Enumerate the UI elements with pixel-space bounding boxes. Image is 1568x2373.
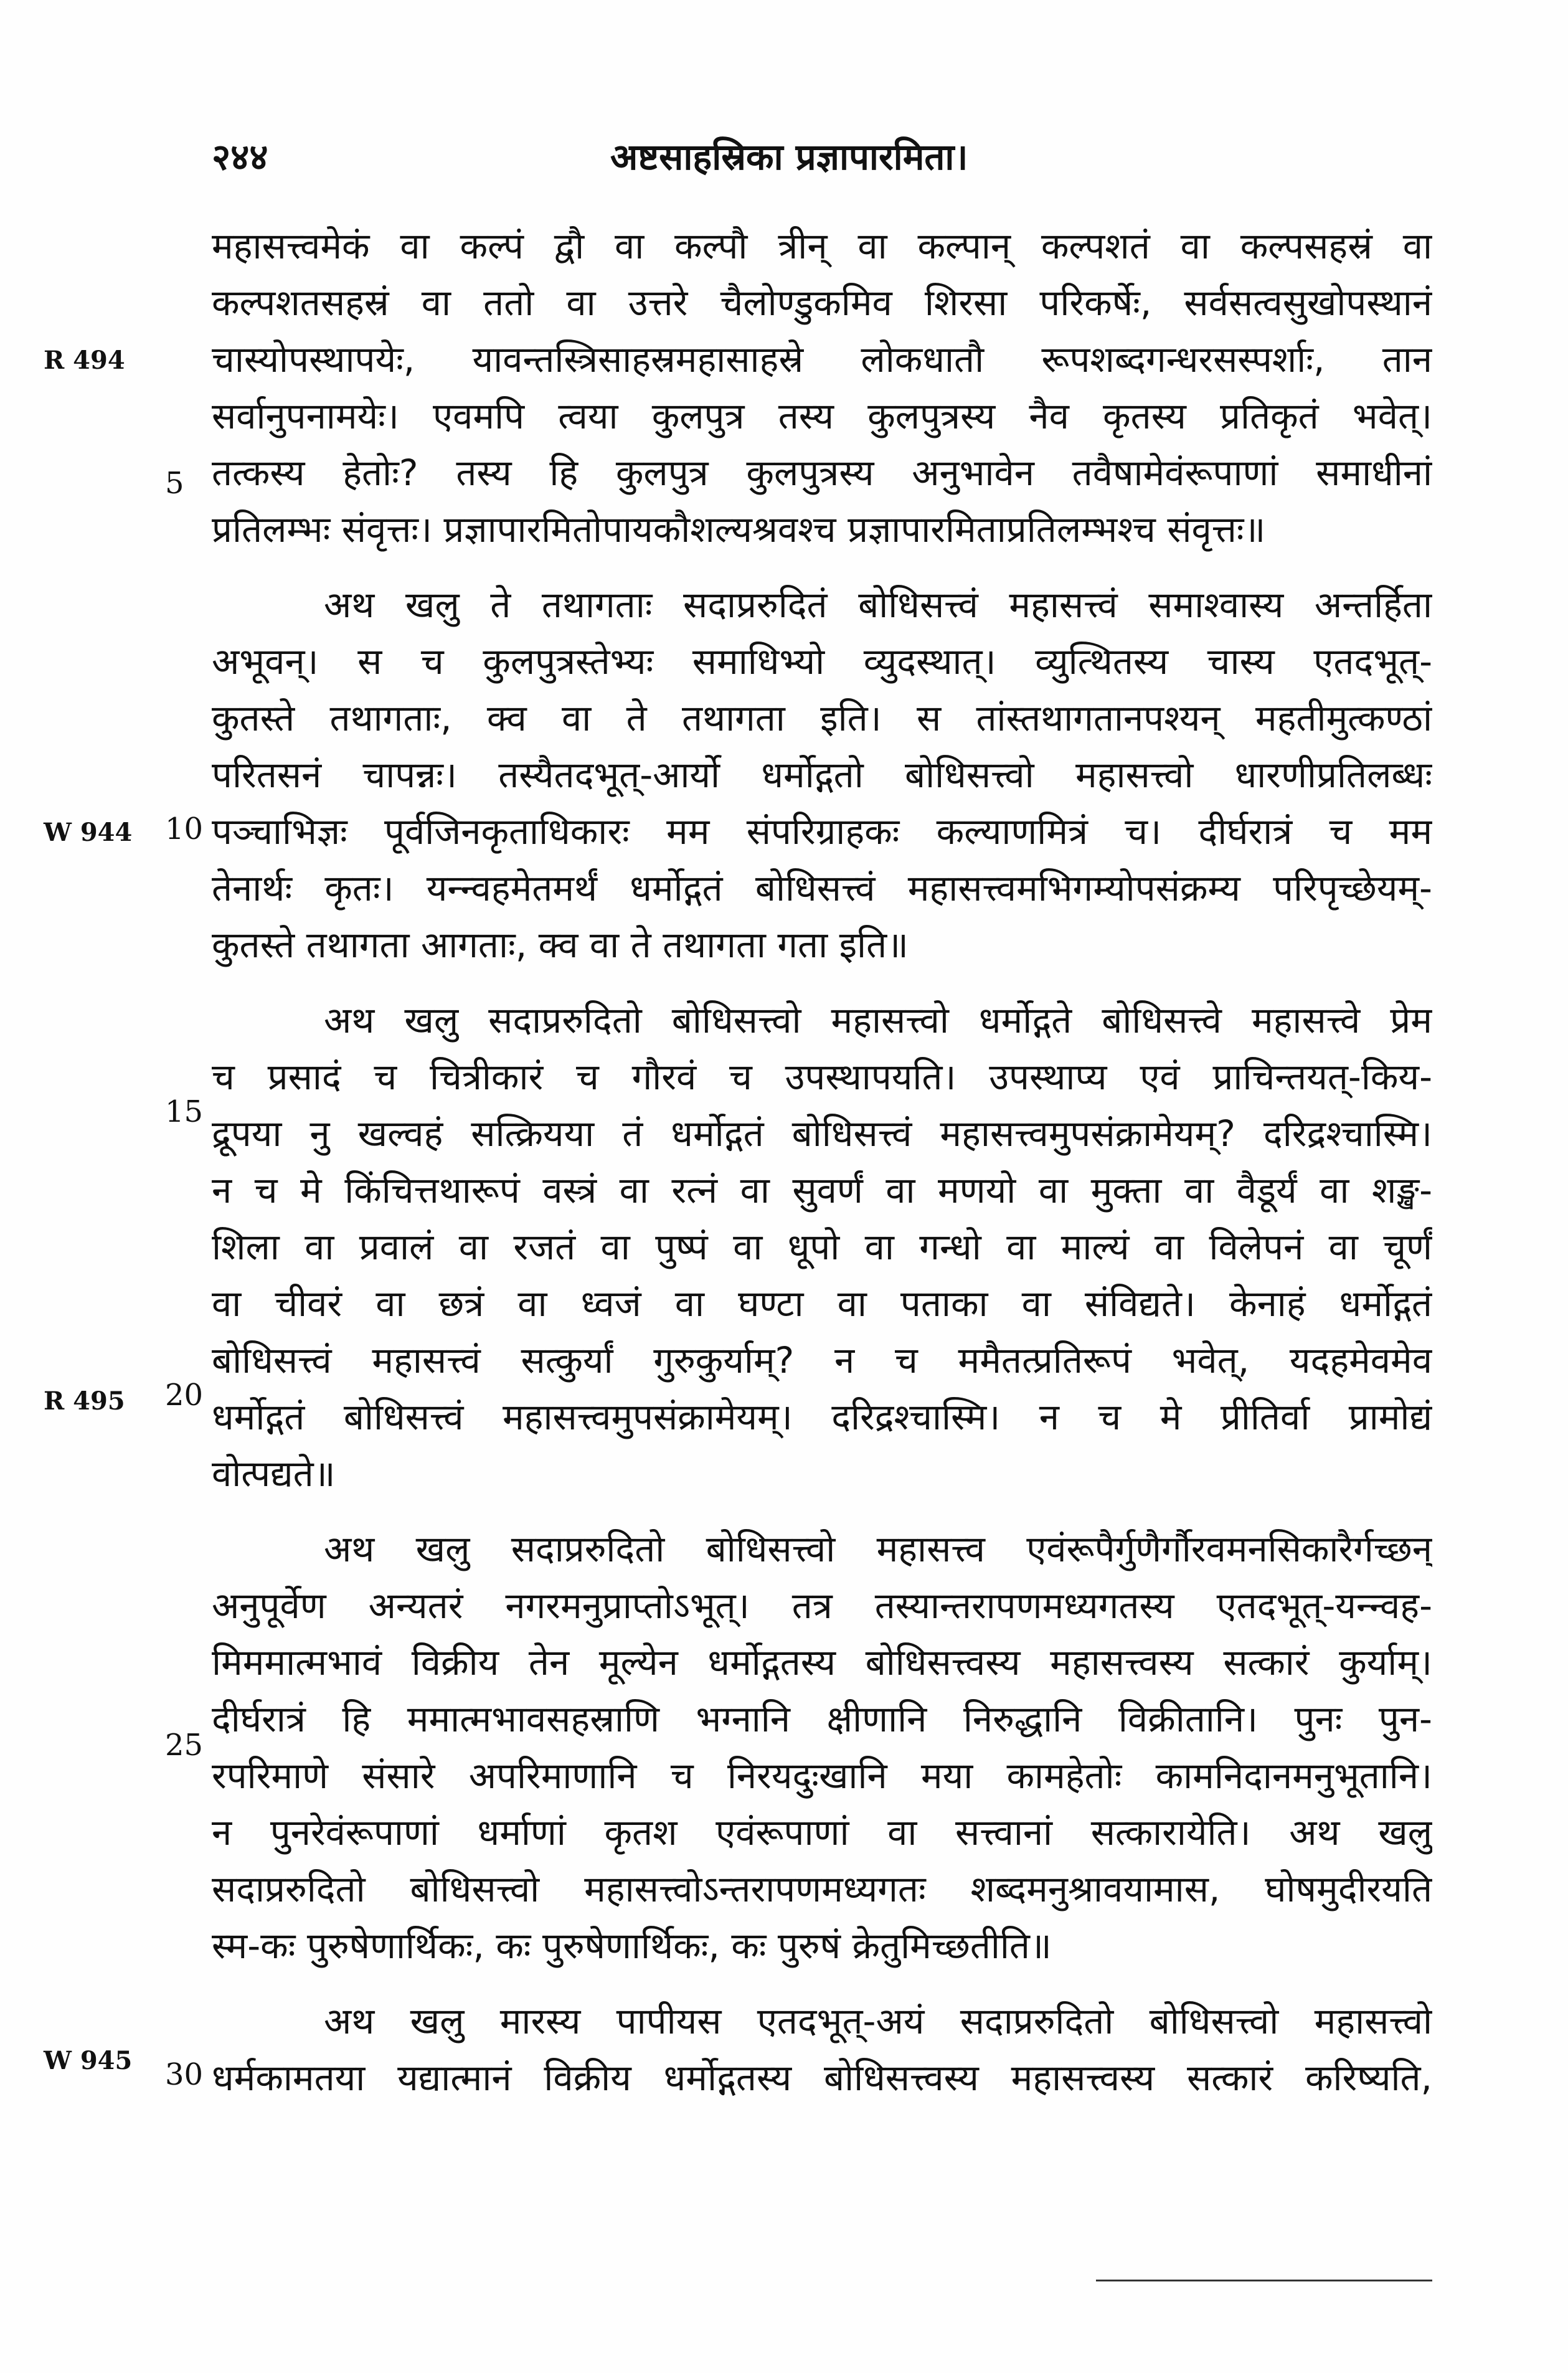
text-line: मिममात्मभावं विक्रीय तेन मूल्येन धर्मोद्गतस्य बोधिसत्त्वस्य महासत्त्वस्य सत्कारं कुर्याम्। bbox=[212, 1641, 1432, 1684]
text-line: चास्योपस्थापयेः, यावन्तस्त्रिसाहस्रमहासाहस्रे लोकधातौ रूपशब्दगन्धरसस्पर्शाः, तान bbox=[212, 338, 1432, 381]
margin-ref-w944: W 944 bbox=[44, 818, 133, 847]
line-number-25: 25 bbox=[165, 1728, 204, 1763]
line-number-20: 20 bbox=[165, 1378, 204, 1413]
text-line: तत्कस्य हेतोः? तस्य हि कुलपुत्र कुलपुत्रस्य अनुभावेन तवैषामेवंरूपाणां समाधीनां bbox=[212, 452, 1432, 494]
running-title: अष्टसाहस्रिका प्रज्ञापारमिता। bbox=[610, 136, 968, 178]
text-line: रपरिमाणे संसारे अपरिमाणानि च निरयदुःखानि मया कामहेतोः कामनिदानमनुभूतानि। bbox=[212, 1755, 1432, 1797]
text-line: महासत्त्वमेकं वा कल्पं द्वौ वा कल्पौ त्रीन् वा कल्पान् कल्पशतं वा कल्पसहस्रं वा bbox=[212, 225, 1432, 267]
text-line: अथ खलु सदाप्ररुदितो बोधिसत्त्वो महासत्त्व एवंरूपैर्गुणैर्गौरवमनसिकारैर्गच्छन् bbox=[324, 1528, 1432, 1570]
text-line: न च मे किंचित्तथारूपं वस्त्रं वा रत्नं वा सुवर्णं वा मणयो वा मुक्ता वा वैडूर्यं वा शङ्ख- bbox=[212, 1169, 1432, 1211]
text-line: सदाप्ररुदितो बोधिसत्त्वो महासत्त्वोऽन्तरापणमध्यगतः शब्दमनुश्रावयामास, घोषमुदीरयति bbox=[212, 1868, 1432, 1910]
text-line: वा चीवरं वा छत्रं वा ध्वजं वा घण्टा वा पताका वा संविद्यते। केनाहं धर्मोद्गतं bbox=[212, 1282, 1432, 1325]
line-number-15: 15 bbox=[165, 1094, 204, 1129]
margin-ref-r494: R 494 bbox=[44, 346, 125, 375]
text-line: अभूवन्। स च कुलपुत्रस्तेभ्यः समाधिभ्यो व्युदस्थात्। व्युत्थितस्य चास्य एतदभूत्- bbox=[212, 640, 1432, 683]
text-line: सर्वानुपनामयेः। एवमपि त्वया कुलपुत्र तस्य कुलपुत्रस्य नैव कृतस्य प्रतिकृतं भवेत्। bbox=[212, 395, 1432, 437]
text-line: कल्पशतसहस्रं वा ततो वा उत्तरे चैलोण्डुकमिव शिरसा परिकर्षेः, सर्वसत्वसुखोपस्थानं bbox=[212, 282, 1432, 324]
text-line: स्म-कः पुरुषेणार्थिकः, कः पुरुषेणार्थिकः, कः पुरुषं क्रेतुमिच्छतीति॥ bbox=[212, 1925, 1052, 1967]
paragraph bbox=[212, 1521, 1432, 1974]
text-line: बोधिसत्त्वं महासत्त्वं सत्कुर्यां गुरुकुर्याम्? न च ममैतत्प्रतिरूपं भवेत्, यदहमेवमेव bbox=[212, 1339, 1432, 1381]
margin-ref-w945: W 945 bbox=[44, 2046, 133, 2075]
text-line: तेनार्थः कृतः। यन्न्वहमेतमर्थं धर्मोद्गतं बोधिसत्त्वं महासत्त्वमभिगम्योपसंक्रम्य परिपृच्छेयम्- bbox=[212, 867, 1432, 909]
text-line: च प्रसादं च चित्रीकारं च गौरवं च उपस्थापयति। उपस्थाप्य एवं प्राचिन्तयत्-किय- bbox=[212, 1056, 1432, 1098]
text-line: न पुनरेवंरूपाणां धर्माणां कृतश एवंरूपाणां वा सत्त्वानां सत्कारायेति। अथ खलु bbox=[212, 1811, 1432, 1854]
footer-rule bbox=[1096, 2280, 1432, 2281]
line-number-5: 5 bbox=[165, 466, 184, 501]
paragraph bbox=[212, 1993, 1432, 2106]
text-line: कुतस्ते तथागताः, क्व वा ते तथागता इति। स तांस्तथागतानपश्यन् महतीमुत्कण्ठां bbox=[212, 697, 1432, 739]
text-line: वोत्पद्यते॥ bbox=[212, 1452, 336, 1495]
text-line: कुतस्ते तथागता आगताः, क्व वा ते तथागता गता इति॥ bbox=[212, 924, 909, 966]
line-number-10: 10 bbox=[165, 812, 204, 846]
paragraph bbox=[212, 577, 1432, 973]
page-header bbox=[212, 125, 1432, 181]
paragraph bbox=[212, 218, 1432, 558]
text-line: प्रतिलम्भः संवृत्तः। प्रज्ञापारमितोपायकौशल्यश्रवश्च प्रज्ञापारमिताप्रतिलम्भश्च संवृत्तः॥ bbox=[212, 508, 1266, 551]
text-line: धर्मोद्गतं बोधिसत्त्वं महासत्त्वमुपसंक्रामेयम्। दरिद्रश्चास्मि। न च मे प्रीतिर्वा प्रामोद्यं bbox=[212, 1396, 1432, 1438]
main-text bbox=[212, 218, 1432, 2106]
text-line: पञ्चाभिज्ञः पूर्वजिनकृताधिकारः मम संपरिग्राहकः कल्याणमित्रं च। दीर्घरात्रं च मम bbox=[212, 810, 1432, 853]
text-line: अथ खलु मारस्य पापीयस एतदभूत्-अयं सदाप्ररुदितो बोधिसत्त्वो महासत्त्वो bbox=[324, 2000, 1432, 2042]
text-line: अथ खलु सदाप्ररुदितो बोधिसत्त्वो महासत्त्वो धर्मोद्गते बोधिसत्त्वे महासत्त्वे प्रेम bbox=[324, 999, 1432, 1041]
margin-ref-r495: R 495 bbox=[44, 1386, 125, 1416]
text-line: परितसनं चापन्नः। तस्यैतदभूत्-आर्यो धर्मोद्गतो बोधिसत्त्वो महासत्त्वो धारणीप्रतिलब्धः bbox=[212, 754, 1432, 796]
line-number-30: 30 bbox=[165, 2057, 204, 2092]
text-line: द्रूपया नु खल्वहं सत्क्रियया तं धर्मोद्गतं बोधिसत्त्वं महासत्त्वमुपसंक्रामेयम्? दरिद्रश्चास्मि। bbox=[212, 1112, 1432, 1155]
paragraph bbox=[212, 992, 1432, 1502]
text-line: अनुपूर्वेण अन्यतरं नगरमनुप्राप्तोऽभूत्। तत्र तस्यान्तरापणमध्यगतस्य एतदभूत्-यन्न्वह- bbox=[212, 1584, 1432, 1627]
text-line: अथ खलु ते तथागताः सदाप्ररुदितं बोधिसत्त्वं महासत्त्वं समाश्वास्य अन्तर्हिता bbox=[324, 584, 1432, 626]
page-number: २४४ bbox=[212, 136, 268, 178]
text-line: दीर्घरात्रं हि ममात्मभावसहस्राणि भग्नानि क्षीणानि निरुद्धानि विक्रीतानि। पुनः पुन- bbox=[212, 1698, 1432, 1740]
text-line: धर्मकामतया यद्यात्मानं विक्रीय धर्मोद्गतस्य बोधिसत्त्वस्य महासत्त्वस्य सत्कारं करिष्यति, bbox=[212, 2057, 1432, 2099]
text-line: शिला वा प्रवालं वा रजतं वा पुष्पं वा धूपो वा गन्धो वा माल्यं वा विलेपनं वा चूर्णं bbox=[212, 1226, 1432, 1268]
